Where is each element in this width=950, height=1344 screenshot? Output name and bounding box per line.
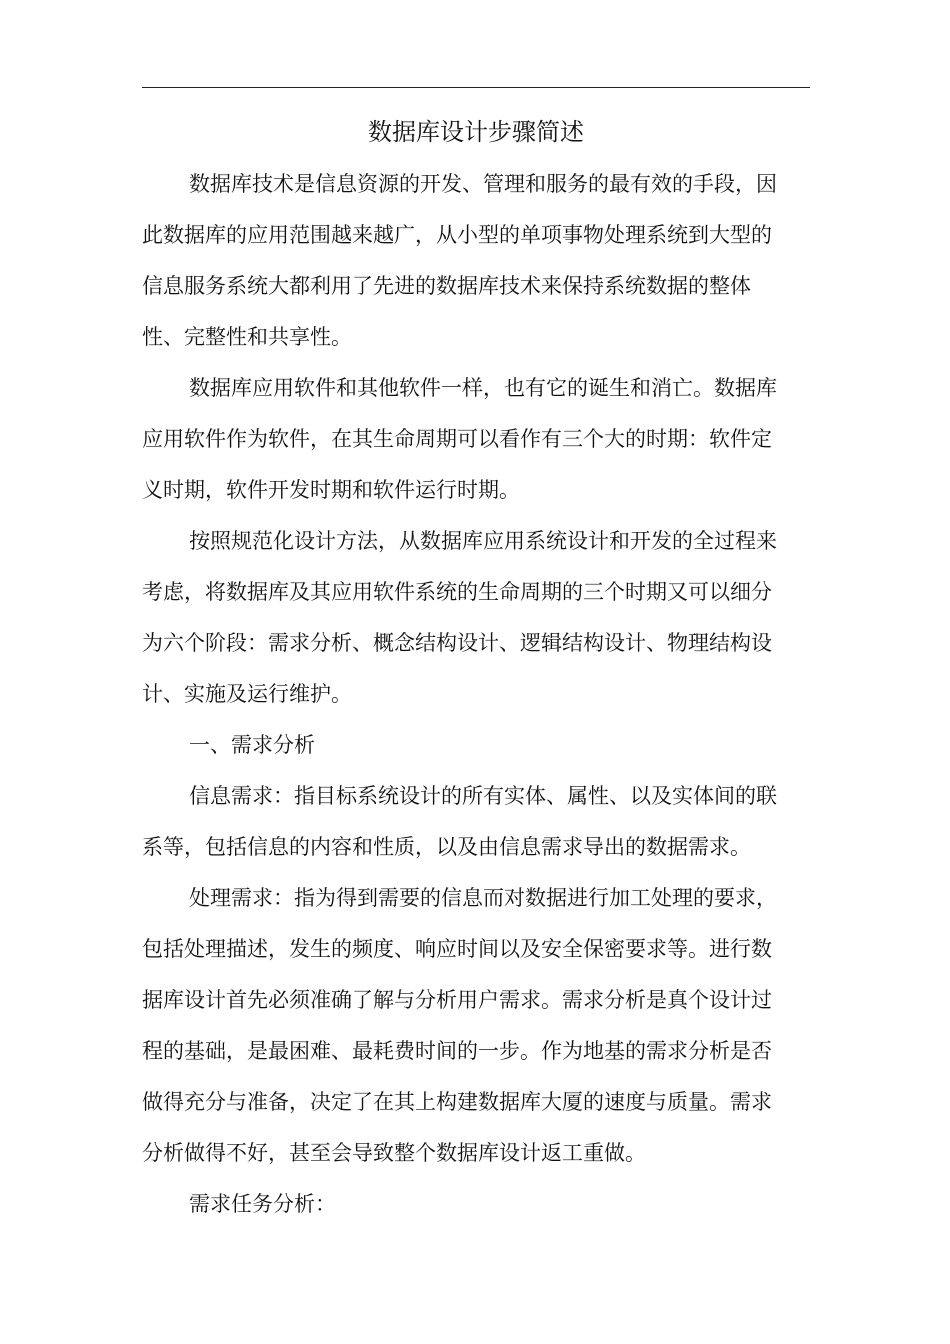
text-line: 应用软件作为软件，在其生命周期可以看作有三个大的时期：软件定: [142, 427, 772, 451]
text-line: 包括处理描述，发生的频度、响应时间以及安全保密要求等。进行数: [142, 937, 772, 961]
text-line: 需求任务分析：: [189, 1192, 336, 1216]
text-line: 数据库技术是信息资源的开发、管理和服务的最有效的手段，因: [189, 172, 777, 196]
paragraph-processing-requirements: [142, 873, 810, 1179]
text-line: 计、实施及运行维护。: [142, 682, 352, 706]
text-line: 系等，包括信息的内容和性质，以及由信息需求导出的数据需求。: [142, 835, 751, 859]
text-line: 此数据库的应用范围越来越广，从小型的单项事物处理系统到大型的: [142, 223, 772, 247]
text-line: 程的基础，是最困难、最耗费时间的一步。作为地基的需求分析是否: [142, 1039, 772, 1063]
paragraph-task-analysis: [142, 1179, 810, 1230]
text-line: 信息需求：指目标系统设计的所有实体、属性、以及实体间的联: [189, 784, 777, 808]
text-line: 信息服务系统大都利用了先进的数据库技术来保持系统数据的整体: [142, 274, 751, 298]
paragraph-info-requirements: [142, 771, 810, 873]
text-line: 一、需求分析: [189, 733, 315, 757]
text-line: 做得充分与准备，决定了在其上构建数据库大厦的速度与质量。需求: [142, 1090, 772, 1114]
text-line: 义时期，软件开发时期和软件运行时期。: [142, 478, 520, 502]
text-line: 数据库应用软件和其他软件一样，也有它的诞生和消亡。数据库: [189, 376, 777, 400]
text-line: 分析做得不好，甚至会导致整个数据库设计返工重做。: [142, 1141, 646, 1165]
text-line: 据库设计首先必须准确了解与分析用户需求。需求分析是真个设计过: [142, 988, 772, 1012]
paragraph-intro: [142, 159, 810, 363]
text-line: 性、完整性和共享性。: [142, 325, 352, 349]
section-heading-requirements: [142, 720, 810, 771]
paragraph-stages: [142, 516, 810, 720]
text-line: 为六个阶段：需求分析、概念结构设计、逻辑结构设计、物理结构设: [142, 631, 772, 655]
header-rule: [142, 87, 810, 88]
document-body: [142, 159, 810, 1230]
text-line: 处理需求：指为得到需要的信息而对数据进行加工处理的要求，: [189, 886, 777, 910]
text-line: 按照规范化设计方法，从数据库应用系统设计和开发的全过程来: [189, 529, 777, 553]
paragraph-lifecycle: [142, 363, 810, 516]
document-title: 数据库设计步骤简述: [368, 118, 584, 146]
text-line: 考虑，将数据库及其应用软件系统的生命周期的三个时期又可以细分: [142, 580, 772, 604]
